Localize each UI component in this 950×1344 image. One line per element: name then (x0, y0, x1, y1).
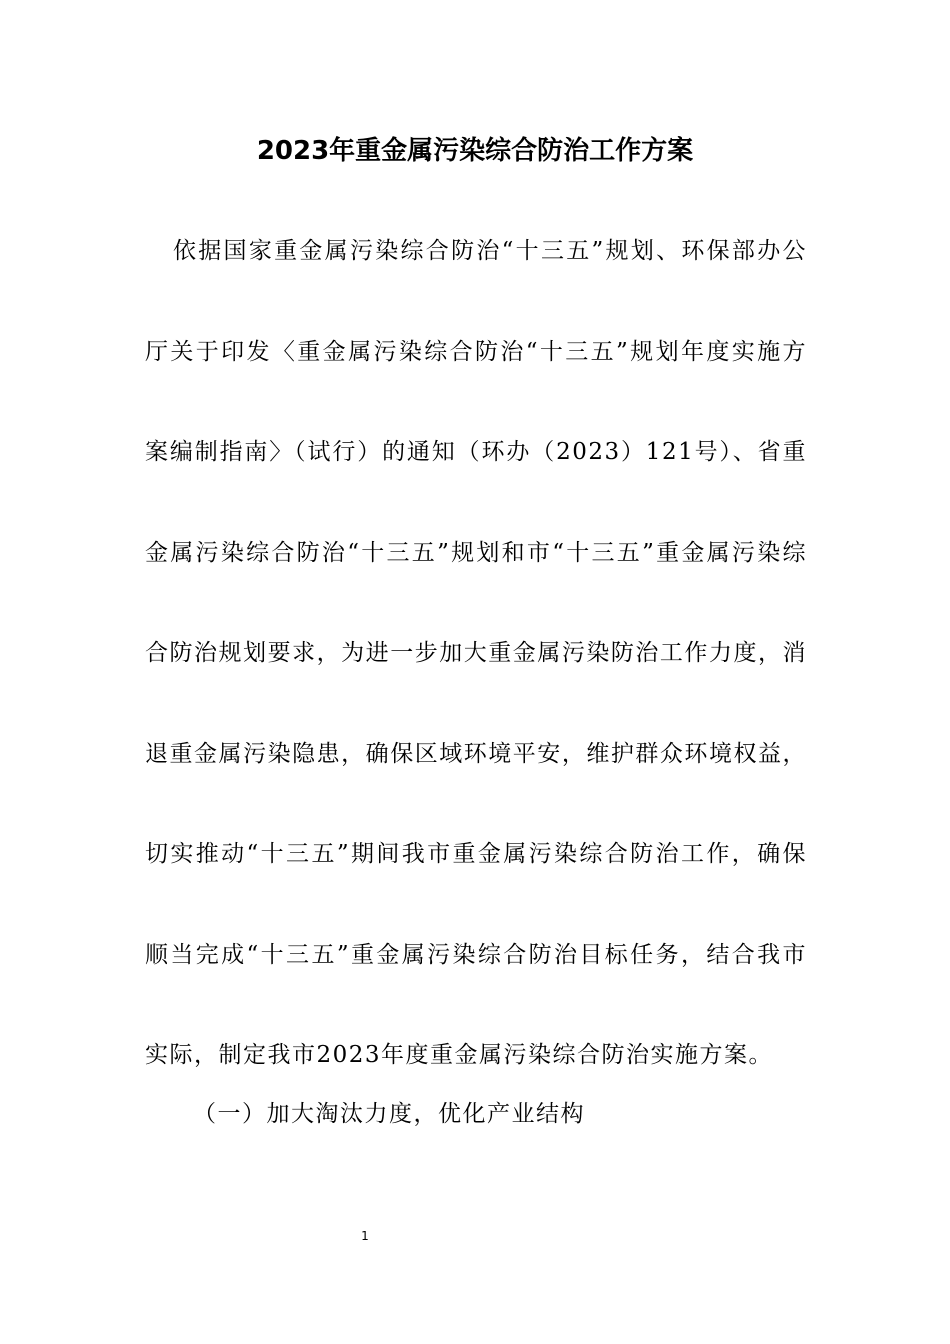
body-paragraph: 依据国家重金属污染综合防治“十三五”规划、环保部办公厅关于印发〈重金属污染综合防治“十三五”规划年度实施方案编制指南〉（试行）的通知（环办（2023）121号）、省重金属污染综合防治“十三五”规划和市“十三五”重金属污染综合防治规划要求，为进一步加大重金属污染防治工作力度，消退重金属污染隐患，确保区域环境平安，维护群众环境权益，切实推动“十三五”期间我市重金属污染综合防治工作，确保顺当完成“十三五”重金属污染综合防治目标任务，结合我市实际，制定我市2023年度重金属污染综合防治实施方案。 (145, 238, 807, 1068)
section-heading: （一）加大淘汰力度，优化产业结构 (193, 1101, 585, 1127)
page-number: 1 (361, 1229, 369, 1243)
document-title: 2023年重金属污染综合防治工作方案 (256, 136, 694, 166)
